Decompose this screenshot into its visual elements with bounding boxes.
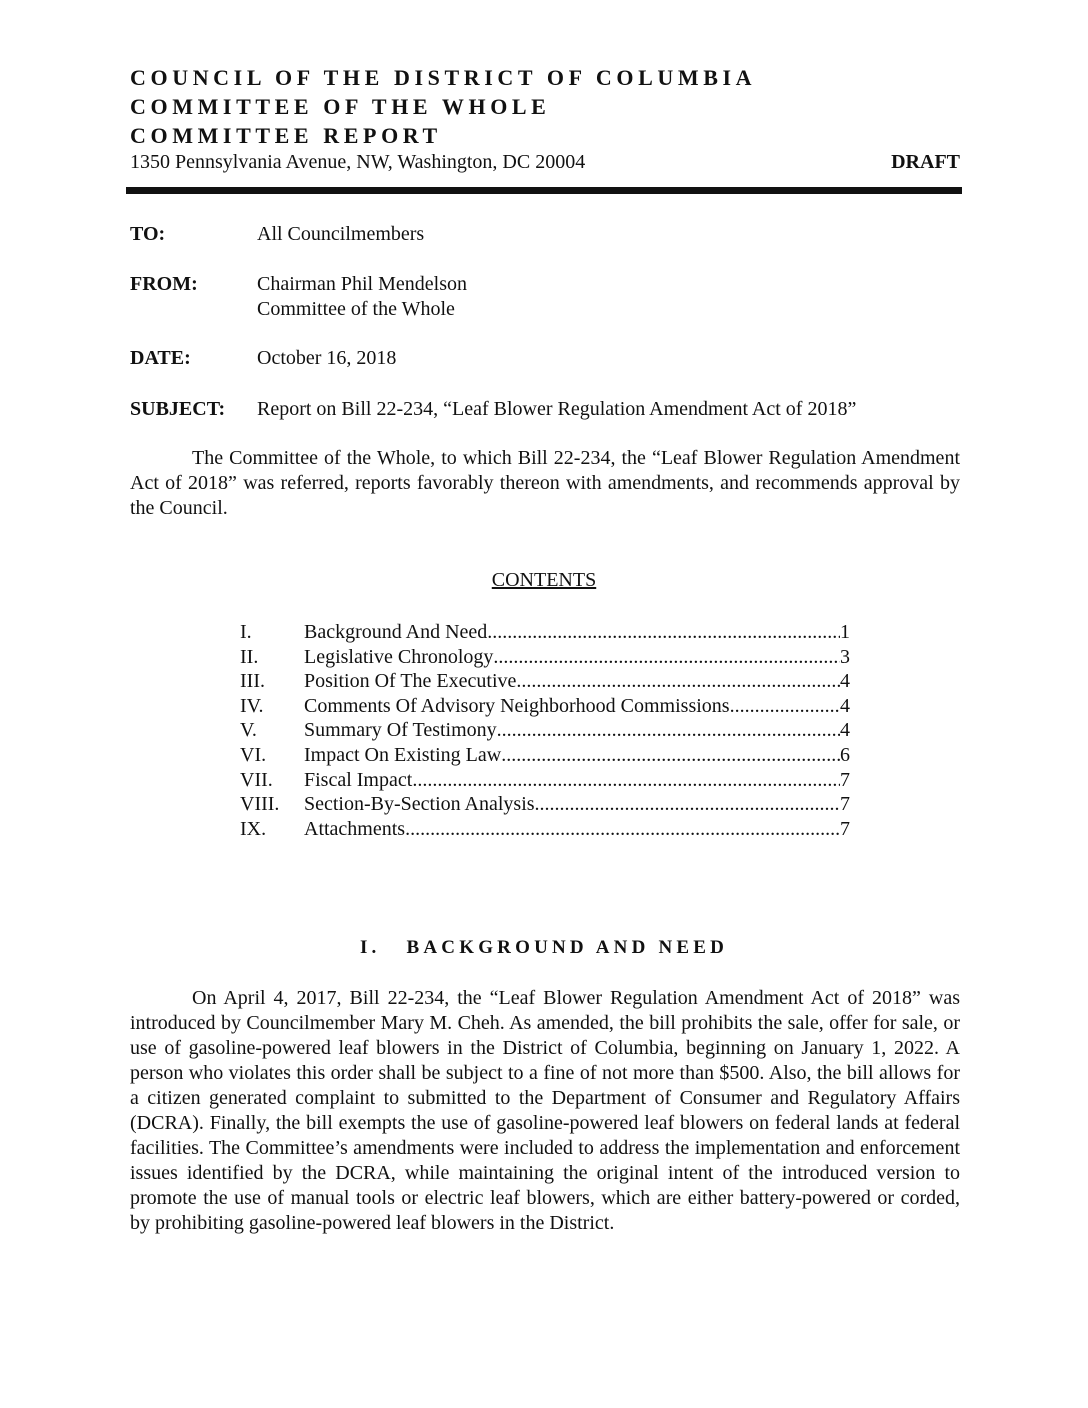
draft-label: DRAFT (891, 151, 960, 173)
toc-entry-title: Fiscal Impact (304, 768, 413, 791)
toc-entry[interactable] (240, 620, 850, 645)
toc-entry-page: 4 (840, 670, 850, 693)
date-label: DATE: (130, 347, 191, 369)
toc-entry-page: 6 (840, 743, 850, 766)
toc-entry-number: IV. (240, 694, 264, 717)
toc-leader-dots (501, 743, 840, 768)
toc-leader-dots (535, 792, 840, 817)
toc-entry-number: VI. (240, 743, 267, 766)
toc-leader-dots (493, 645, 840, 670)
toc-leader-dots (412, 768, 840, 793)
to-value: All Councilmembers (257, 223, 425, 245)
toc-leader-dots (405, 817, 840, 842)
subject-value: Report on Bill 22-234, “Leaf Blower Regulation Amendment Act of 2018” (257, 398, 857, 420)
toc-entry-title: Summary Of Testimony (304, 719, 497, 742)
toc-entry[interactable] (240, 669, 850, 694)
council-name-heading: COUNCIL OF THE DISTRICT OF COLUMBIA (130, 65, 757, 90)
toc-entry-page: 7 (840, 793, 850, 816)
toc-entry-title: Legislative Chronology (304, 645, 494, 668)
subject-label: SUBJECT: (130, 398, 226, 420)
toc-leader-dots (730, 694, 840, 719)
intro-paragraph: The Committee of the Whole, to which Bill 22-234, the “Leaf Blower Regulation Amendment Act of 2018” was referred, reports favorably thereon with amendments, and recommends approval by the Council. (130, 447, 960, 519)
header-rule (126, 187, 962, 194)
committee-name-heading: COMMITTEE OF THE WHOLE (130, 94, 551, 119)
toc-entry-number: IX. (240, 817, 267, 840)
toc-entry-title: Attachments (304, 817, 406, 840)
toc-leader-dots (516, 669, 840, 694)
toc-entry[interactable] (240, 645, 850, 670)
toc-entry-title: Impact On Existing Law (304, 743, 502, 766)
table-of-contents (240, 620, 850, 841)
toc-entry-number: VIII. (240, 793, 280, 816)
toc-entry[interactable] (240, 817, 850, 842)
toc-entry-title: Position Of The Executive (304, 670, 517, 693)
toc-entry-number: VII. (240, 768, 273, 791)
toc-entry-page: 4 (840, 719, 850, 742)
toc-entry-number: V. (240, 719, 257, 742)
toc-entry-number: III. (240, 670, 265, 693)
toc-entry-number: I. (240, 621, 252, 643)
toc-leader-dots (487, 620, 840, 645)
toc-entry-title: Background And Need (304, 621, 488, 643)
section-heading (0, 937, 1088, 959)
from-value-line1: Chairman Phil Mendelson (257, 273, 467, 295)
section-title: BACKGROUND AND NEED (406, 937, 729, 958)
toc-entry-page: 1 (840, 621, 850, 643)
toc-entry[interactable] (240, 718, 850, 743)
report-type-heading: COMMITTEE REPORT (130, 123, 442, 148)
from-value-line2: Committee of the Whole (257, 298, 455, 320)
address-line: 1350 Pennsylvania Avenue, NW, Washington, DC 20004 (130, 151, 586, 173)
section-number: I. (359, 937, 381, 958)
toc-entry-number: II. (240, 645, 259, 668)
toc-entry[interactable] (240, 743, 850, 768)
toc-entry-page: 3 (840, 645, 850, 668)
from-label: FROM: (130, 273, 198, 295)
background-paragraph: On April 4, 2017, Bill 22-234, the “Leaf Blower Regulation Amendment Act of 2018” was introduced by Councilmember Mary M. Cheh. As amended, the bill prohibits the sale, offer for sale, or use of gasoline-powered leaf blowers in the District of Columbia, beginning on January 1, 2022. A person who violates this order shall be subject to a fine of not more than $500. Also, the bill allows for a citizen generated complaint to submitted to the Department of Consumer and Regulatory Affairs (DCRA). Finally, the bill exempts the use of gasoline-powered leaf blowers on federal lands at federal facilities. The Committee’s amendments were included to address the implementation and enforcement issues identified by the DCRA, while maintaining the original intent of the introduced version to promote the use of manual tools or electric leaf blowers, which are either battery-powered or corded, by prohibiting gasoline-powered leaf blowers in the District. (130, 987, 960, 1234)
toc-entry-page: 7 (840, 817, 850, 840)
toc-entry-page: 7 (840, 768, 850, 791)
toc-entry-title: Comments Of Advisory Neighborhood Commissions (304, 694, 730, 717)
contents-title: CONTENTS (491, 569, 597, 591)
to-label: TO: (130, 223, 166, 245)
toc-entry[interactable] (240, 694, 850, 719)
toc-entry[interactable] (240, 792, 850, 817)
toc-entry-title: Section-By-Section Analysis (304, 793, 535, 816)
toc-entry[interactable] (240, 768, 850, 793)
date-value: October 16, 2018 (257, 347, 397, 369)
toc-entry-page: 4 (840, 694, 850, 717)
toc-leader-dots (497, 718, 840, 743)
